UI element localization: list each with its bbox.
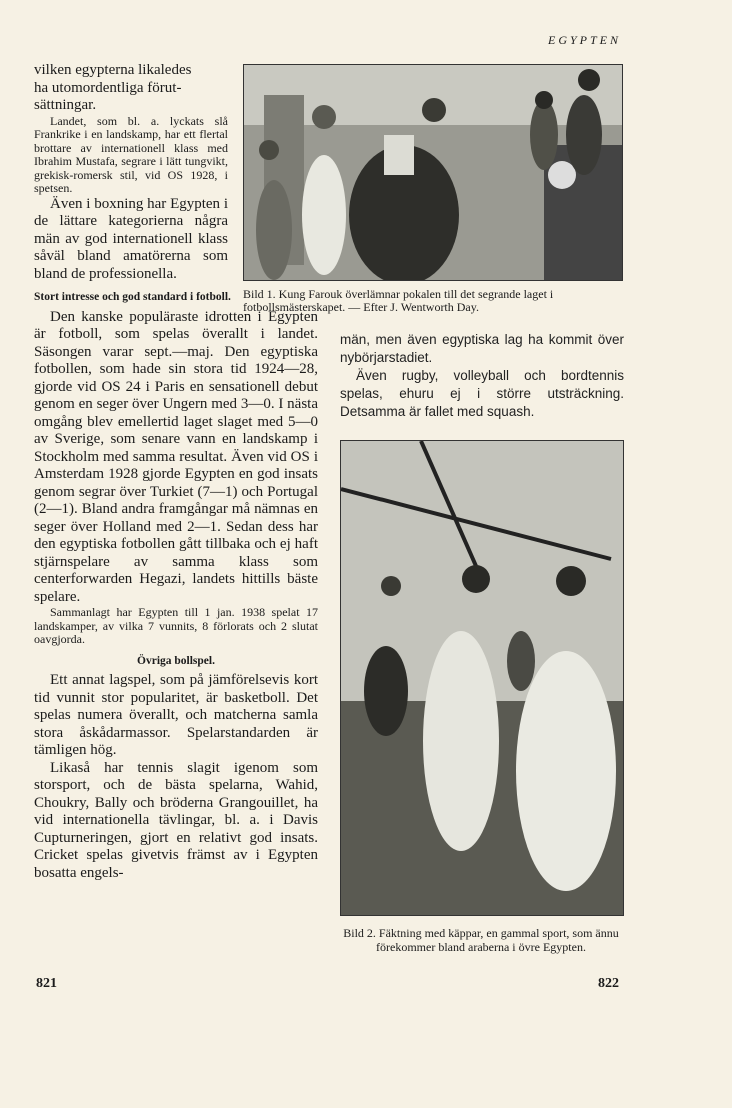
page-number-right: 822 — [598, 976, 619, 991]
left-column — [34, 62, 318, 882]
subhead-football: Stort intresse och god standard i fotboll. — [34, 291, 231, 303]
boxing-block — [34, 196, 228, 284]
matches-paragraph — [34, 606, 318, 647]
paragraph-football: Den kanske populäraste idrotten i Egypten är fotboll, som spelas överallt i landet. Säsongen varar sept.—maj. Den egyptiska fotbollen, som hade sin stora tid 1924—28, gjorde vid OS 24 i Paris en sensationell debut genom en seger över Ungern med 3—0. I nästa omgång blev emellertid laget slaget med 5—0 av Sverige, som senare vann en landskamp i Stockholm med samma resultat. Även vid OS i Amsterdam 1928 gjorde Egypten en god insats genom segrar över Turkiet (7—1) och Portugal (2—1). Bland andra framgångar må nämnas en seger över Holland med 2—1. Sedan dess har den egyptiska fotbollen gått tillbaka och ej haft stjärnspelare av samma klass som centerforwarden Hegazi, landets hittills bäste spelare. — [34, 308, 318, 605]
paragraph-rugby: Även rugby, volleyball och bordtennis spelas, ehuru ej i större utsträckning. Detsamma är fallet med squash. — [340, 368, 624, 419]
right-column-text — [340, 331, 624, 421]
intro-line-2: ha utomordentliga förut- — [34, 79, 182, 96]
paragraph-tennis: Likaså har tennis slagit igenom som storsport, och de bästa spelarna, Wahid, Choukry, Bally och bröderna Grangouillet, ha vid internationella tävlingar, bl. a. i Davis Cupturneringen, gjort en relativt god insats. Cricket spelas givetvis främst av i Egypten bosatta engels- — [34, 759, 318, 881]
figure-caption-2: Bild 2. Fäktning med käppar, en gammal sport, som ännu förekommer bland araberna i övre Egypten. — [343, 926, 619, 954]
paragraph-cricket-cont: män, men även egyptiska lag ha kommit över nybörjarstadiet. — [340, 332, 624, 365]
subhead-other-ball-games: Övriga bollspel. — [137, 654, 215, 667]
paragraph-boxing: Även i boxning har Egypten i de lättare kategorierna några män av god internationell klass såväl bland amatörerna som bland de professionella. — [34, 195, 228, 282]
wrestling-paragraph — [34, 115, 228, 196]
intro-block — [34, 62, 228, 115]
photo-fencing-illustration — [341, 441, 623, 915]
running-header: EGYPTEN — [547, 33, 621, 47]
photo-stick-fencing — [340, 440, 624, 916]
paragraph-basketball: Ett annat lagspel, som på jämförelsevis kort tid vunnit stor popularitet, är basketboll. Det spelas numera överallt, och matcherna samla stora åskådarmassor. Spelarstandarden är tämligen hög. — [34, 672, 318, 758]
figure-caption-1: Bild 1. Kung Farouk överlämnar pokalen till det segrande laget i fotbollsmästerskapet. — Efter J. Wentworth Day. — [243, 287, 554, 314]
intro-line-3: sättningar. — [34, 97, 97, 113]
intro-line-1: vilken egypterna likaledes — [34, 62, 192, 78]
paragraph-matches: Sammanlagt har Egypten till 1 jan. 1938 spelat 17 landskamper, av vilka 7 vunnits, 8 förlorats och 2 slutat oavgjorda. — [34, 605, 318, 646]
paragraph-wrestling: Landet, som bl. a. lyckats slå Frankrike i en landskamp, har ett flertal brottare av internationell klass med Ibrahim Mustafa, segrare i lätt tungvikt, grekisk-romersk stil, vid OS 1928, i spetsen. — [34, 113, 228, 195]
page-number-left: 821 — [36, 976, 57, 991]
